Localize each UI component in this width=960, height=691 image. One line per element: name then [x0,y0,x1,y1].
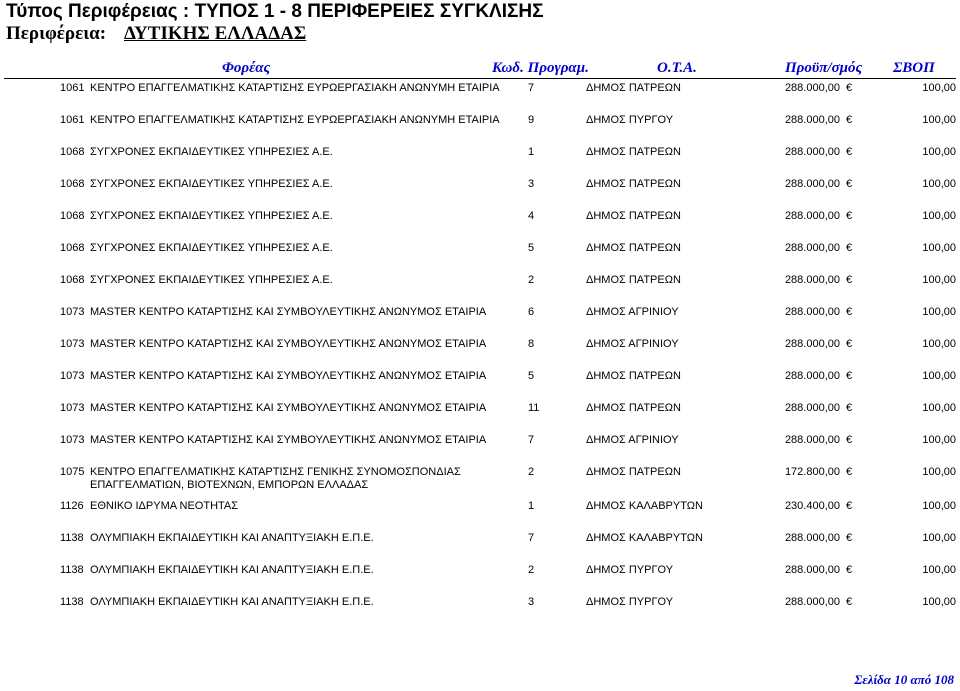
row-svop: 100,00 [922,338,956,350]
euro-icon: € [846,500,853,512]
region-value: ΔΥΤΙΚΗΣ ΕΛΛΑΔΑΣ [124,23,307,44]
row-ota: ΔΗΜΟΣ ΠΑΤΡΕΩΝ [586,82,681,94]
row-code: 1138 [60,532,84,544]
row-svop: 100,00 [922,178,956,190]
row-code: 1138 [60,564,84,576]
row-svop: 100,00 [922,402,956,414]
row-ota: ΔΗΜΟΣ ΠΑΤΡΕΩΝ [586,274,681,286]
row-name: ΣΥΓΧΡΟΝΕΣ ΕΚΠΑΙΔΕΥΤΙΚΕΣ ΥΠΗΡΕΣΙΕΣ Α.Ε. [90,242,333,254]
row-name: MASTER ΚΕΝΤΡΟ ΚΑΤΑΡΤΙΣΗΣ ΚΑΙ ΣΥΜΒΟΥΛΕΥΤΙΚΗΣ ΑΝΩΝΥΜΟΣ ΕΤΑΙΡΙΑ [90,338,487,350]
row-budget: 288.000,00 [784,434,840,446]
page-footer: Σελίδα 10 από 108 [854,672,954,687]
row-prog-code: 5 [528,242,535,254]
euro-icon: € [846,564,853,576]
row-code: 1068 [60,178,85,190]
row-ota: ΔΗΜΟΣ ΠΥΡΓΟΥ [586,596,674,608]
row-budget: 288.000,00 [784,146,840,158]
col-header-svop: ΣΒΟΠ [893,60,935,76]
euro-icon: € [846,596,853,608]
col-header-ota: Ο.Τ.Α. [657,60,697,76]
row-name: ΚΕΝΤΡΟ ΕΠΑΓΓΕΛΜΑΤΙΚΗΣ ΚΑΤΑΡΤΙΣΗΣ ΓΕΝΙΚΗΣ ΣΥΝΟΜΟΣΠΟΝΔΙΑΣ [90,466,461,478]
row-name: MASTER ΚΕΝΤΡΟ ΚΑΤΑΡΤΙΣΗΣ ΚΑΙ ΣΥΜΒΟΥΛΕΥΤΙΚΗΣ ΑΝΩΝΥΜΟΣ ΕΤΑΙΡΙΑ [90,402,487,414]
row-name: ΟΛΥΜΠΙΑΚΗ ΕΚΠΑΙΔΕΥΤΙΚΗ ΚΑΙ ΑΝΑΠΤΥΞΙΑΚΗ Ε.Π.Ε. [90,564,374,576]
row-svop: 100,00 [922,306,956,318]
row-ota: ΔΗΜΟΣ ΠΥΡΓΟΥ [586,564,674,576]
row-budget: 288.000,00 [784,274,840,286]
euro-icon: € [846,82,853,94]
row-budget: 288.000,00 [784,564,840,576]
euro-icon: € [846,242,853,254]
row-budget: 288.000,00 [784,532,840,544]
row-svop: 100,00 [922,596,956,608]
row-name-continued: ΕΠΑΓΓΕΛΜΑΤΙΩΝ, ΒΙΟΤΕΧΝΩΝ, ΕΜΠΟΡΩΝ ΕΛΛΑΔΑΣ [90,479,369,491]
euro-icon: € [846,274,853,286]
row-name: ΟΛΥΜΠΙΑΚΗ ΕΚΠΑΙΔΕΥΤΙΚΗ ΚΑΙ ΑΝΑΠΤΥΞΙΑΚΗ Ε.Π.Ε. [90,532,374,544]
row-code: 1061 [60,114,85,126]
row-budget: 230.400,00 [784,500,840,512]
row-ota: ΔΗΜΟΣ ΑΓΡΙΝΙΟΥ [586,338,679,350]
row-code: 1073 [60,402,85,414]
row-prog-code: 11 [528,402,540,414]
row-prog-code: 6 [528,306,535,318]
row-budget: 288.000,00 [784,82,840,94]
col-header-prog: Κωδ. Προγραμ. [492,60,589,76]
row-budget: 172.800,00 [784,466,840,478]
row-svop: 100,00 [922,500,956,512]
euro-icon: € [846,370,853,382]
euro-icon: € [846,114,853,126]
row-code: 1138 [60,596,84,608]
row-prog-code: 2 [528,466,535,478]
row-prog-code: 3 [528,178,535,190]
header-divider [4,78,956,79]
row-svop: 100,00 [922,210,956,222]
row-prog-code: 1 [528,500,535,512]
region-line [6,23,306,45]
row-code: 1073 [60,370,85,382]
row-ota: ΔΗΜΟΣ ΠΑΤΡΕΩΝ [586,210,681,222]
row-prog-code: 4 [528,210,535,222]
euro-icon: € [846,146,853,158]
row-svop: 100,00 [922,370,956,382]
row-budget: 288.000,00 [784,210,840,222]
row-prog-code: 3 [528,596,535,608]
row-svop: 100,00 [922,532,956,544]
row-budget: 288.000,00 [784,596,840,608]
row-svop: 100,00 [922,242,956,254]
row-svop: 100,00 [922,564,956,576]
row-ota: ΔΗΜΟΣ ΠΥΡΓΟΥ [586,114,674,126]
row-budget: 288.000,00 [784,338,840,350]
row-ota: ΔΗΜΟΣ ΑΓΡΙΝΙΟΥ [586,306,679,318]
row-name: ΕΘΝΙΚΟ ΙΔΡΥΜΑ ΝΕΟΤΗΤΑΣ [90,500,239,512]
col-header-foreas: Φορέας [222,60,271,76]
region-label: Περιφέρεια: [6,23,107,44]
row-name: ΣΥΓΧΡΟΝΕΣ ΕΚΠΑΙΔΕΥΤΙΚΕΣ ΥΠΗΡΕΣΙΕΣ Α.Ε. [90,146,333,158]
row-svop: 100,00 [922,466,956,478]
row-prog-code: 7 [528,532,535,544]
row-name: ΚΕΝΤΡΟ ΕΠΑΓΓΕΛΜΑΤΙΚΗΣ ΚΑΤΑΡΤΙΣΗΣ ΕΥΡΩΕΡΓΑΣΙΑΚΗ ΑΝΩΝΥΜΗ ΕΤΑΙΡΙΑ [90,114,500,126]
row-code: 1068 [60,274,85,286]
row-budget: 288.000,00 [784,242,840,254]
row-budget: 288.000,00 [784,178,840,190]
row-prog-code: 8 [528,338,535,350]
row-ota: ΔΗΜΟΣ ΠΑΤΡΕΩΝ [586,178,681,190]
row-budget: 288.000,00 [784,306,840,318]
euro-icon: € [846,306,853,318]
row-name: ΟΛΥΜΠΙΑΚΗ ΕΚΠΑΙΔΕΥΤΙΚΗ ΚΑΙ ΑΝΑΠΤΥΞΙΑΚΗ Ε.Π.Ε. [90,596,374,608]
row-code: 1068 [60,146,85,158]
euro-icon: € [846,402,853,414]
row-budget: 288.000,00 [784,370,840,382]
row-name: ΣΥΓΧΡΟΝΕΣ ΕΚΠΑΙΔΕΥΤΙΚΕΣ ΥΠΗΡΕΣΙΕΣ Α.Ε. [90,274,333,286]
euro-icon: € [846,178,853,190]
row-name: ΚΕΝΤΡΟ ΕΠΑΓΓΕΛΜΑΤΙΚΗΣ ΚΑΤΑΡΤΙΣΗΣ ΕΥΡΩΕΡΓΑΣΙΑΚΗ ΑΝΩΝΥΜΗ ΕΤΑΙΡΙΑ [90,82,500,94]
row-name: MASTER ΚΕΝΤΡΟ ΚΑΤΑΡΤΙΣΗΣ ΚΑΙ ΣΥΜΒΟΥΛΕΥΤΙΚΗΣ ΑΝΩΝΥΜΟΣ ΕΤΑΙΡΙΑ [90,434,487,446]
row-svop: 100,00 [922,82,956,94]
row-prog-code: 7 [528,434,535,446]
row-ota: ΔΗΜΟΣ ΠΑΤΡΕΩΝ [586,402,681,414]
row-ota: ΔΗΜΟΣ ΑΓΡΙΝΙΟΥ [586,434,679,446]
row-svop: 100,00 [922,274,956,286]
row-code: 1126 [60,500,84,512]
row-code: 1068 [60,210,85,222]
euro-icon: € [846,466,853,478]
row-prog-code: 5 [528,370,535,382]
euro-icon: € [846,434,853,446]
report-title: Τύπος Περιφέρειας : ΤΥΠΟΣ 1 - 8 ΠΕΡΙΦΕΡΕΙΕΣ ΣΥΓΚΛΙΣΗΣ [6,1,544,22]
row-svop: 100,00 [922,114,956,126]
row-prog-code: 2 [528,274,535,286]
row-name: ΣΥΓΧΡΟΝΕΣ ΕΚΠΑΙΔΕΥΤΙΚΕΣ ΥΠΗΡΕΣΙΕΣ Α.Ε. [90,210,333,222]
row-prog-code: 7 [528,82,535,94]
row-ota: ΔΗΜΟΣ ΚΑΛΑΒΡΥΤΩΝ [586,532,703,544]
row-code: 1061 [60,82,85,94]
row-ota: ΔΗΜΟΣ ΠΑΤΡΕΩΝ [586,242,681,254]
row-name: MASTER ΚΕΝΤΡΟ ΚΑΤΑΡΤΙΣΗΣ ΚΑΙ ΣΥΜΒΟΥΛΕΥΤΙΚΗΣ ΑΝΩΝΥΜΟΣ ΕΤΑΙΡΙΑ [90,306,487,318]
row-svop: 100,00 [922,146,956,158]
row-ota: ΔΗΜΟΣ ΚΑΛΑΒΡΥΤΩΝ [586,500,703,512]
row-name: MASTER ΚΕΝΤΡΟ ΚΑΤΑΡΤΙΣΗΣ ΚΑΙ ΣΥΜΒΟΥΛΕΥΤΙΚΗΣ ΑΝΩΝΥΜΟΣ ΕΤΑΙΡΙΑ [90,370,487,382]
row-svop: 100,00 [922,434,956,446]
row-ota: ΔΗΜΟΣ ΠΑΤΡΕΩΝ [586,146,681,158]
euro-icon: € [846,532,853,544]
row-prog-code: 2 [528,564,535,576]
col-header-budget: Προϋπ/σμός [785,60,863,76]
row-budget: 288.000,00 [784,114,840,126]
row-name: ΣΥΓΧΡΟΝΕΣ ΕΚΠΑΙΔΕΥΤΙΚΕΣ ΥΠΗΡΕΣΙΕΣ Α.Ε. [90,178,333,190]
row-ota: ΔΗΜΟΣ ΠΑΤΡΕΩΝ [586,466,681,478]
row-code: 1073 [60,306,85,318]
row-code: 1073 [60,338,85,350]
euro-icon: € [846,210,853,222]
row-prog-code: 9 [528,114,535,126]
row-code: 1075 [60,466,85,478]
row-ota: ΔΗΜΟΣ ΠΑΤΡΕΩΝ [586,370,681,382]
row-prog-code: 1 [528,146,535,158]
row-budget: 288.000,00 [784,402,840,414]
row-code: 1068 [60,242,85,254]
euro-icon: € [846,338,853,350]
row-code: 1073 [60,434,85,446]
